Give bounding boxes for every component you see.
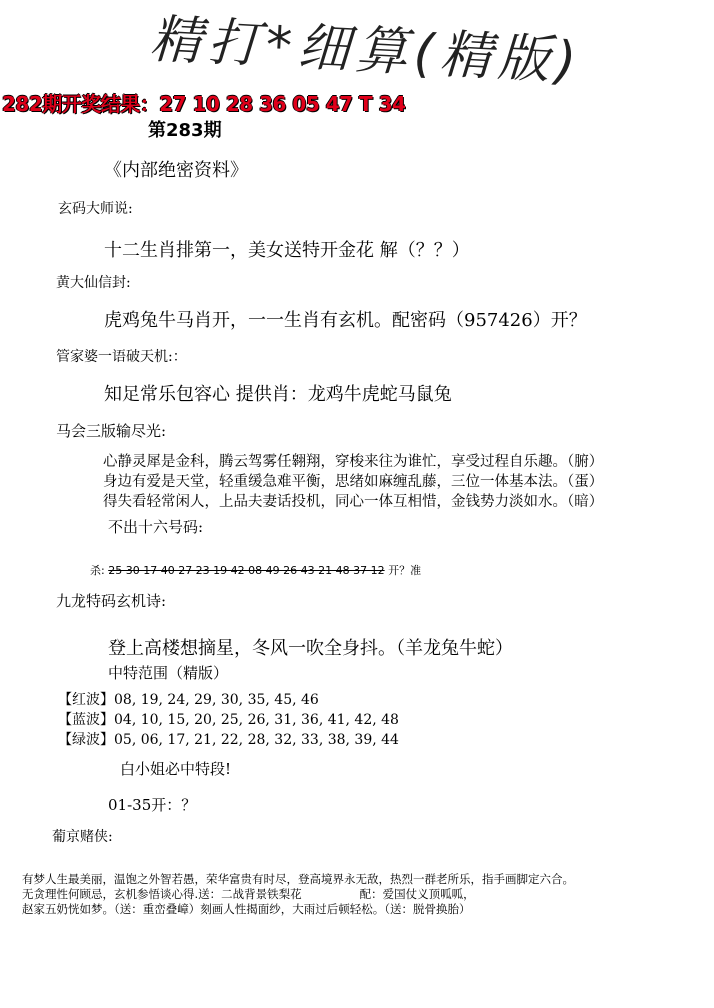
jiulong-text: 登上高楼想摘星，冬风一吹全身抖。（羊龙兔牛蛇） — [108, 638, 513, 659]
footer-line-2 — [22, 887, 574, 902]
footer-line-3: 赵家五奶恍如梦。（送：重峦叠嶂）刻画人性揭面纱，大雨过后顿轻松。（送：脱骨换胎） — [22, 902, 471, 916]
guanjia-text: 知足常乐包容心 提供肖：龙鸡牛虎蛇马鼠兔 — [104, 384, 452, 405]
footer-line-2a: 无贪理性何顾忌，玄机参悟谈心得.送：二战背景铁梨花 — [22, 887, 302, 901]
footer-line-1: 有梦人生最美丽，温饱之外智若愚，荣华富贵有时尽，登高境界永无敌，热烈一群老所乐，指手画脚定六合。 — [22, 872, 574, 886]
wave-numbers: 08, 19, 24, 29, 30, 35, 45, 46 — [114, 692, 319, 708]
poem-block — [103, 452, 603, 512]
guanjia-label: 管家婆一语破天机:： — [56, 349, 187, 365]
mahui-label: 马会三版输尽光: — [56, 422, 167, 440]
poem-line-2: 身边有爱是天堂，轻重缓急难平衡，思绪如麻缠乱藤，三位一体基本法。（蛋） — [103, 474, 604, 490]
wave-row-red — [58, 690, 399, 710]
jiulong-label: 九龙特码玄机诗: — [56, 592, 167, 610]
wave-numbers: 04, 10, 15, 20, 25, 26, 31, 36, 41, 42, 48 — [114, 712, 399, 728]
kill-numbers: 25 30 17 40 27 23 19 42 08 49 26 43 21 48 37 12 — [108, 564, 385, 577]
huang-text: 虎鸡兔牛马肖开，一一生肖有玄机。配密码（957426）开？ — [104, 310, 587, 331]
wave-row-green — [58, 730, 399, 750]
kill-numbers-line — [90, 562, 421, 578]
wave-tag: 【蓝波】 — [58, 712, 114, 728]
kill-prefix: 杀: — [90, 564, 105, 577]
xuanma-label: 玄码大师说: — [58, 201, 133, 217]
waves-block — [58, 690, 399, 750]
poem-line-3: 得失看轻常闲人，上品夫妻话投机，同心一体互相惜，金钱势力淡如水。（暗） — [103, 494, 604, 510]
poem-line-1: 心静灵犀是金科，腾云驾雾任翱翔，穿梭来往为谁忙，享受过程自乐趣。（腑） — [103, 454, 604, 470]
last-result: 282期开奖结果：27 10 28 36 05 47 T 34 — [2, 92, 406, 116]
wave-tag: 【绿波】 — [58, 732, 114, 748]
kill-suffix: 开？准 — [388, 564, 422, 577]
range-text: 01-35开：？ — [108, 796, 197, 814]
issue-number: 第283期 — [148, 120, 222, 141]
xuanma-text: 十二生肖排第一，美女送特开金花 解（？？） — [104, 240, 470, 261]
wave-tag: 【红波】 — [58, 692, 114, 708]
pujing-label: 葡京赌侠: — [52, 829, 113, 845]
not-out-label: 不出十六号码: — [108, 518, 204, 536]
header-title: 精打*细算(精版) — [148, 9, 584, 93]
footer-block — [22, 872, 574, 917]
bai-text: 白小姐必中特段! — [120, 760, 232, 778]
huang-label: 黄大仙信封: — [56, 275, 131, 291]
wave-numbers: 05, 06, 17, 21, 22, 28, 32, 33, 38, 39, 44 — [114, 732, 399, 748]
footer-line-2b: 配：爱国仗义顶呱呱， — [359, 887, 475, 901]
doc-subtitle: 《内部绝密资料》 — [104, 160, 248, 181]
wave-row-blue — [58, 710, 399, 730]
range-label: 中特范围（精版） — [108, 664, 229, 682]
